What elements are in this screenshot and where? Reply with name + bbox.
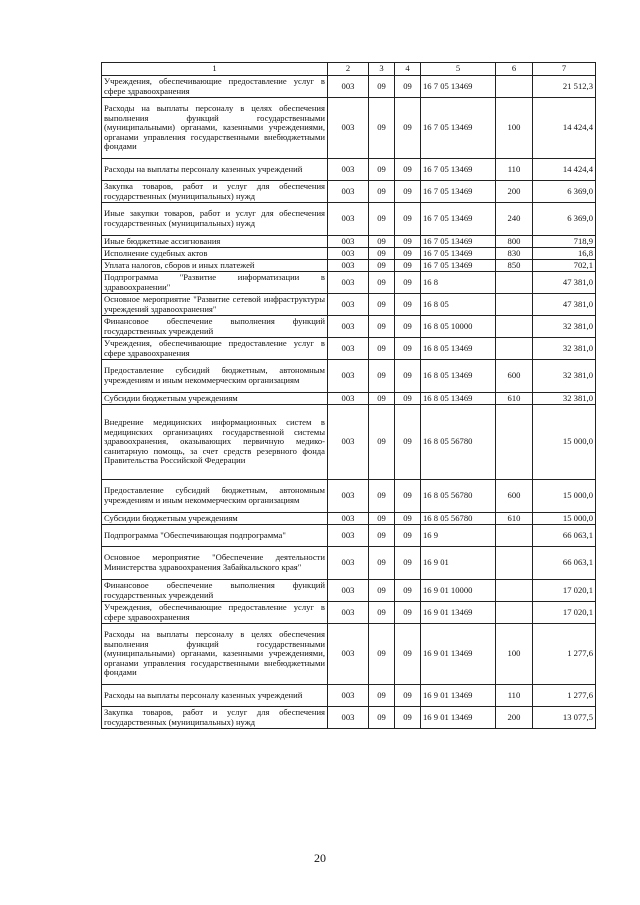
header-col-1: 1 [102,63,328,76]
cell-name: Основное мероприятие "Обеспечение деятельности Министерства здравоохранения Забайкальского края" [102,547,328,580]
cell-grbs: 003 [328,203,369,236]
cell-target-article: 16 9 01 13469 [421,624,496,685]
cell-expense-type: 600 [496,480,533,513]
cell-section: 09 [369,76,395,98]
cell-name: Расходы на выплаты персоналу казенных учреждений [102,685,328,707]
cell-target-article: 16 8 05 13469 [421,360,496,393]
cell-subsection: 09 [395,338,421,360]
table-row [102,602,596,624]
cell-amount: 21 512,3 [533,76,596,98]
cell-subsection: 09 [395,98,421,159]
cell-name: Учреждения, обеспечивающие предоставление услуг в сфере здравоохранения [102,602,328,624]
cell-expense-type: 240 [496,203,533,236]
cell-grbs: 003 [328,316,369,338]
cell-name: Предоставление субсидий бюджетным, автономным учреждениям и иным некоммерческим организациям [102,480,328,513]
cell-target-article: 16 9 01 10000 [421,580,496,602]
cell-grbs: 003 [328,260,369,272]
table-row [102,248,596,260]
cell-section: 09 [369,181,395,203]
cell-section: 09 [369,360,395,393]
cell-target-article: 16 8 [421,272,496,294]
cell-amount: 32 381,0 [533,360,596,393]
cell-amount: 702,1 [533,260,596,272]
cell-name: Расходы на выплаты персоналу в целях обеспечения выполнения функций государственными (муниципальными) органами, казенными учреждениями, органами управления государственными внебюджетными фондами [102,98,328,159]
cell-subsection: 09 [395,248,421,260]
table-row [102,260,596,272]
cell-amount: 6 369,0 [533,181,596,203]
header-row [102,63,596,76]
cell-target-article: 16 9 01 13469 [421,685,496,707]
table-row [102,98,596,159]
cell-amount: 718,9 [533,236,596,248]
cell-grbs: 003 [328,294,369,316]
table-row [102,393,596,405]
table-row [102,405,596,480]
cell-subsection: 09 [395,360,421,393]
cell-section: 09 [369,203,395,236]
cell-target-article: 16 7 05 13469 [421,260,496,272]
cell-amount: 17 020,1 [533,580,596,602]
cell-expense-type: 830 [496,248,533,260]
cell-section: 09 [369,624,395,685]
cell-subsection: 09 [395,685,421,707]
table-body [102,76,596,729]
cell-target-article: 16 9 01 13469 [421,707,496,729]
cell-subsection: 09 [395,393,421,405]
cell-section: 09 [369,685,395,707]
cell-name: Предоставление субсидий бюджетным, автономным учреждениям и иным некоммерческим организациям [102,360,328,393]
cell-expense-type [496,338,533,360]
table-row [102,547,596,580]
cell-expense-type [496,405,533,480]
table-row [102,236,596,248]
cell-name: Финансовое обеспечение выполнения функций государственных учреждений [102,316,328,338]
cell-amount: 66 063,1 [533,547,596,580]
table-row [102,338,596,360]
cell-expense-type [496,525,533,547]
cell-target-article: 16 8 05 13469 [421,393,496,405]
cell-name: Внедрение медицинских информационных систем в медицинских организациях государственной системы здравоохранения, оказывающих первичную медико-санитарную помощь, за счет средств резервного фонда Правительства Российской Федерации [102,405,328,480]
cell-amount: 32 381,0 [533,316,596,338]
cell-name: Закупка товаров, работ и услуг для обеспечения государственных (муниципальных) нужд [102,707,328,729]
cell-grbs: 003 [328,181,369,203]
cell-grbs: 003 [328,480,369,513]
cell-amount: 14 424,4 [533,98,596,159]
cell-expense-type: 100 [496,624,533,685]
cell-target-article: 16 7 05 13469 [421,181,496,203]
table-row [102,360,596,393]
cell-section: 09 [369,294,395,316]
header-col-7: 7 [533,63,596,76]
cell-name: Основное мероприятие "Развитие сетевой инфраструктуры учреждений здравоохранения" [102,294,328,316]
table-row [102,580,596,602]
table-row [102,707,596,729]
cell-grbs: 003 [328,513,369,525]
cell-amount: 15 000,0 [533,480,596,513]
cell-section: 09 [369,405,395,480]
table-row [102,624,596,685]
cell-amount: 15 000,0 [533,513,596,525]
cell-name: Учреждения, обеспечивающие предоставление услуг в сфере здравоохранения [102,338,328,360]
cell-amount: 6 369,0 [533,203,596,236]
cell-subsection: 09 [395,624,421,685]
cell-expense-type: 610 [496,513,533,525]
cell-subsection: 09 [395,203,421,236]
cell-section: 09 [369,248,395,260]
cell-subsection: 09 [395,513,421,525]
cell-name: Исполнение судебных актов [102,248,328,260]
cell-subsection: 09 [395,707,421,729]
cell-subsection: 09 [395,294,421,316]
cell-expense-type: 200 [496,181,533,203]
cell-grbs: 003 [328,360,369,393]
cell-grbs: 003 [328,159,369,181]
cell-target-article: 16 7 05 13469 [421,248,496,260]
cell-expense-type [496,272,533,294]
table-row [102,685,596,707]
cell-subsection: 09 [395,236,421,248]
table-row [102,203,596,236]
cell-grbs: 003 [328,76,369,98]
cell-expense-type: 110 [496,685,533,707]
cell-amount: 1 277,6 [533,685,596,707]
header-col-5: 5 [421,63,496,76]
cell-amount: 47 381,0 [533,294,596,316]
cell-grbs: 003 [328,236,369,248]
cell-subsection: 09 [395,76,421,98]
cell-section: 09 [369,159,395,181]
cell-amount: 66 063,1 [533,525,596,547]
cell-expense-type [496,294,533,316]
cell-section: 09 [369,580,395,602]
cell-subsection: 09 [395,580,421,602]
cell-target-article: 16 7 05 13469 [421,76,496,98]
table-row [102,480,596,513]
cell-expense-type: 110 [496,159,533,181]
cell-expense-type [496,547,533,580]
cell-grbs: 003 [328,248,369,260]
cell-expense-type: 200 [496,707,533,729]
cell-subsection: 09 [395,525,421,547]
cell-grbs: 003 [328,525,369,547]
cell-name: Иные закупки товаров, работ и услуг для обеспечения государственных (муниципальных) нужд [102,203,328,236]
cell-amount: 14 424,4 [533,159,596,181]
cell-section: 09 [369,272,395,294]
cell-grbs: 003 [328,405,369,480]
cell-grbs: 003 [328,602,369,624]
cell-target-article: 16 9 01 13469 [421,602,496,624]
cell-section: 09 [369,547,395,580]
cell-amount: 17 020,1 [533,602,596,624]
cell-name: Закупка товаров, работ и услуг для обеспечения государственных (муниципальных) нужд [102,181,328,203]
cell-name: Подпрограмма "Развитие информатизации в здравоохранении" [102,272,328,294]
table-row [102,272,596,294]
cell-section: 09 [369,338,395,360]
cell-subsection: 09 [395,480,421,513]
cell-expense-type [496,580,533,602]
cell-section: 09 [369,236,395,248]
header-col-4: 4 [395,63,421,76]
cell-name: Расходы на выплаты персоналу в целях обеспечения выполнения функций государственными (муниципальными) органами, казенными учреждениями, органами управления государственными внебюджетными фондами [102,624,328,685]
cell-expense-type: 800 [496,236,533,248]
cell-grbs: 003 [328,707,369,729]
cell-expense-type [496,76,533,98]
cell-name: Субсидии бюджетным учреждениям [102,393,328,405]
cell-subsection: 09 [395,405,421,480]
budget-table-container [101,62,596,729]
header-col-2: 2 [328,63,369,76]
cell-amount: 32 381,0 [533,393,596,405]
cell-grbs: 003 [328,547,369,580]
table-row [102,76,596,98]
cell-section: 09 [369,513,395,525]
cell-amount: 13 077,5 [533,707,596,729]
cell-target-article: 16 8 05 56780 [421,513,496,525]
header-col-3: 3 [369,63,395,76]
cell-subsection: 09 [395,547,421,580]
cell-subsection: 09 [395,602,421,624]
cell-grbs: 003 [328,393,369,405]
table-row [102,316,596,338]
cell-section: 09 [369,316,395,338]
cell-subsection: 09 [395,316,421,338]
cell-name: Иные бюджетные ассигнования [102,236,328,248]
table-row [102,159,596,181]
cell-amount: 47 381,0 [533,272,596,294]
cell-expense-type: 610 [496,393,533,405]
cell-target-article: 16 7 05 13469 [421,98,496,159]
cell-expense-type: 100 [496,98,533,159]
header-col-6: 6 [496,63,533,76]
table-row [102,525,596,547]
cell-target-article: 16 8 05 56780 [421,405,496,480]
budget-table [101,62,596,729]
cell-subsection: 09 [395,159,421,181]
cell-section: 09 [369,393,395,405]
cell-target-article: 16 8 05 10000 [421,316,496,338]
page-number: 20 [314,851,326,865]
cell-expense-type [496,316,533,338]
cell-section: 09 [369,707,395,729]
cell-amount: 15 000,0 [533,405,596,480]
cell-expense-type: 600 [496,360,533,393]
cell-subsection: 09 [395,272,421,294]
cell-target-article: 16 7 05 13469 [421,203,496,236]
cell-name: Расходы на выплаты персоналу казенных учреждений [102,159,328,181]
cell-name: Уплата налогов, сборов и иных платежей [102,260,328,272]
cell-section: 09 [369,98,395,159]
cell-name: Субсидии бюджетным учреждениям [102,513,328,525]
cell-expense-type [496,602,533,624]
table-row [102,181,596,203]
cell-target-article: 16 9 01 [421,547,496,580]
table-row [102,294,596,316]
cell-amount: 1 277,6 [533,624,596,685]
cell-expense-type: 850 [496,260,533,272]
cell-grbs: 003 [328,272,369,294]
cell-name: Учреждения, обеспечивающие предоставление услуг в сфере здравоохранения [102,76,328,98]
cell-section: 09 [369,260,395,272]
cell-grbs: 003 [328,338,369,360]
cell-target-article: 16 9 [421,525,496,547]
cell-subsection: 09 [395,181,421,203]
cell-subsection: 09 [395,260,421,272]
cell-section: 09 [369,525,395,547]
table-row [102,513,596,525]
cell-target-article: 16 7 05 13469 [421,236,496,248]
cell-target-article: 16 8 05 13469 [421,338,496,360]
cell-grbs: 003 [328,98,369,159]
cell-grbs: 003 [328,580,369,602]
cell-amount: 32 381,0 [533,338,596,360]
cell-section: 09 [369,480,395,513]
cell-grbs: 003 [328,685,369,707]
cell-amount: 16,8 [533,248,596,260]
cell-target-article: 16 8 05 56780 [421,480,496,513]
cell-name: Подпрограмма "Обеспечивающая подпрограмма" [102,525,328,547]
cell-name: Финансовое обеспечение выполнения функций государственных учреждений [102,580,328,602]
cell-target-article: 16 8 05 [421,294,496,316]
cell-grbs: 003 [328,624,369,685]
cell-section: 09 [369,602,395,624]
cell-target-article: 16 7 05 13469 [421,159,496,181]
